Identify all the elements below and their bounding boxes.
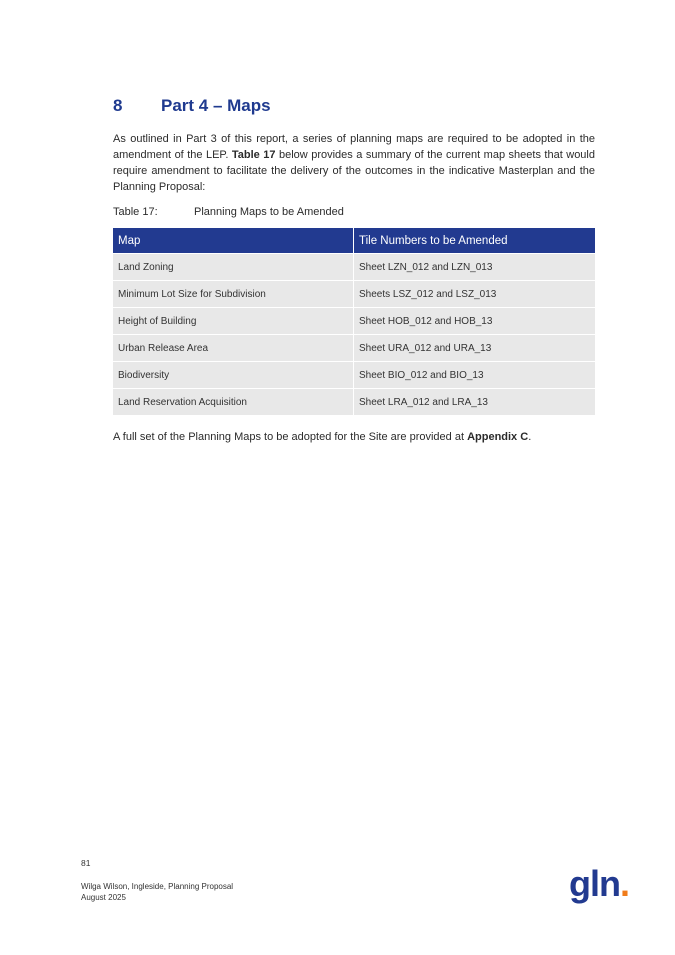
table-row [113,254,595,281]
gln-logo [569,864,629,904]
tile-cell: Sheet BIO_012 and BIO_13 [354,362,596,389]
map-cell: Land Zoning [113,254,354,281]
planning-maps-table [113,228,595,415]
table-row [113,281,595,308]
column-header-map: Map [113,228,354,254]
tile-cell: Sheet URA_012 and URA_13 [354,335,596,362]
table-row [113,308,595,335]
table-row [113,362,595,389]
intro-text-2: below provides a summary of the current map sheets that would require amendment to facilitate the delivery of the outcomes in the indicative Masterplan and the Planning Proposal: [113,149,595,193]
tile-cell: Sheets LSZ_012 and LSZ_013 [354,281,596,308]
map-cell: Land Reservation Acquisition [113,389,354,416]
logo-dot: . [619,863,629,904]
section-number: 8 [113,96,123,115]
closing-paragraph [113,429,595,445]
footer-date: August 2025 [81,893,126,902]
table-caption-title: Planning Maps to be Amended [194,206,344,218]
footer-text [81,881,233,903]
table-header-row [113,228,595,254]
map-cell: Urban Release Area [113,335,354,362]
map-cell: Minimum Lot Size for Subdivision [113,281,354,308]
column-header-tile-numbers: Tile Numbers to be Amended [354,228,596,254]
footer-document-title: Wilga Wilson, Ingleside, Planning Proposal [81,882,234,891]
logo-text: gln [569,863,620,904]
section-heading [113,96,271,116]
table-row [113,389,595,416]
table-reference: Table 17 [231,149,276,161]
tile-cell: Sheet LRA_012 and LRA_13 [354,389,596,416]
closing-text-2: . [528,431,532,443]
tile-cell: Sheet HOB_012 and HOB_13 [354,308,596,335]
table-caption [113,206,344,218]
map-cell: Biodiversity [113,362,354,389]
table-row [113,335,595,362]
appendix-reference: Appendix C [467,431,529,443]
closing-text-1: A full set of the Planning Maps to be adopted for the Site are provided at [113,431,468,443]
intro-text-1: As outlined in Part 3 of this report, a series of planning maps are required to be adopted in the amendment of the LEP. [113,133,595,161]
section-title: Part 4 – Maps [161,96,271,115]
page-number: 81 [81,858,91,868]
intro-paragraph [113,131,595,195]
table-caption-number: Table 17: [113,206,158,218]
map-cell: Height of Building [113,308,354,335]
tile-cell: Sheet LZN_012 and LZN_013 [354,254,596,281]
